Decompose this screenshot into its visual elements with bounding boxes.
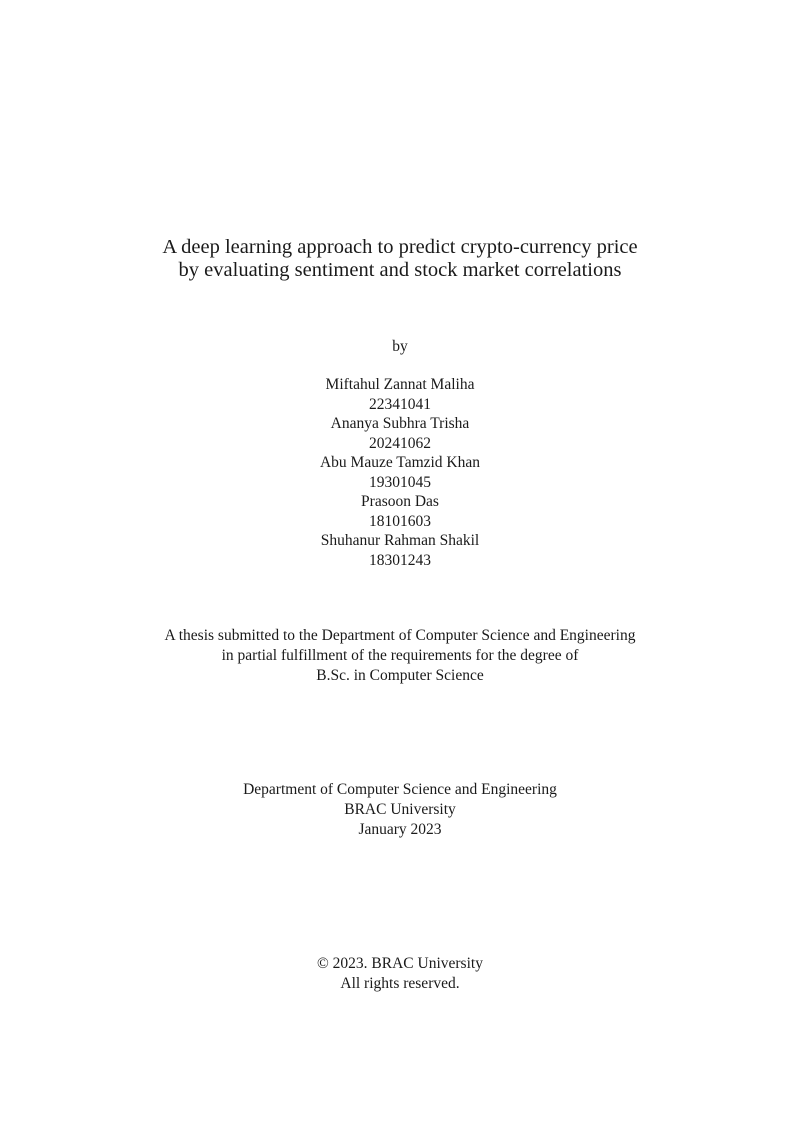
thesis-statement-line-1: A thesis submitted to the Department of Computer Science and Engineering [164,627,636,644]
thesis-statement [0,626,800,686]
thesis-title-line-1: A deep learning approach to predict crypto-currency price [162,236,638,258]
author-id: 20241062 [369,434,431,452]
author-id: 18301243 [369,551,431,569]
author-id: 22341041 [369,395,431,413]
author-list [0,375,800,570]
author-name: Ananya Subhra Trisha [330,415,470,432]
thesis-statement-line-2: in partial fulfillment of the requirements for the degree of [221,647,579,664]
thesis-title-line-2: by evaluating sentiment and stock market correlations [178,259,622,281]
university-name: BRAC University [344,801,456,818]
rights-reserved-line: All rights reserved. [340,975,460,992]
author-id: 19301045 [369,473,431,491]
degree-name: B.Sc. in Computer Science [316,667,484,684]
author-id: 18101603 [369,512,431,530]
by-label: by [392,338,408,355]
author-name: Prasoon Das [361,493,439,510]
thesis-title [0,236,800,282]
author-name: Shuhanur Rahman Shakil [320,532,480,549]
copyright-line: © 2023. BRAC University [317,955,483,972]
author-name: Abu Mauze Tamzid Khan [319,454,481,471]
institution-block [0,780,800,840]
author-name: Miftahul Zannat Maliha [325,376,475,393]
submission-date: January 2023 [358,821,442,838]
department-name: Department of Computer Science and Engineering [243,781,557,798]
copyright-notice [0,954,800,994]
